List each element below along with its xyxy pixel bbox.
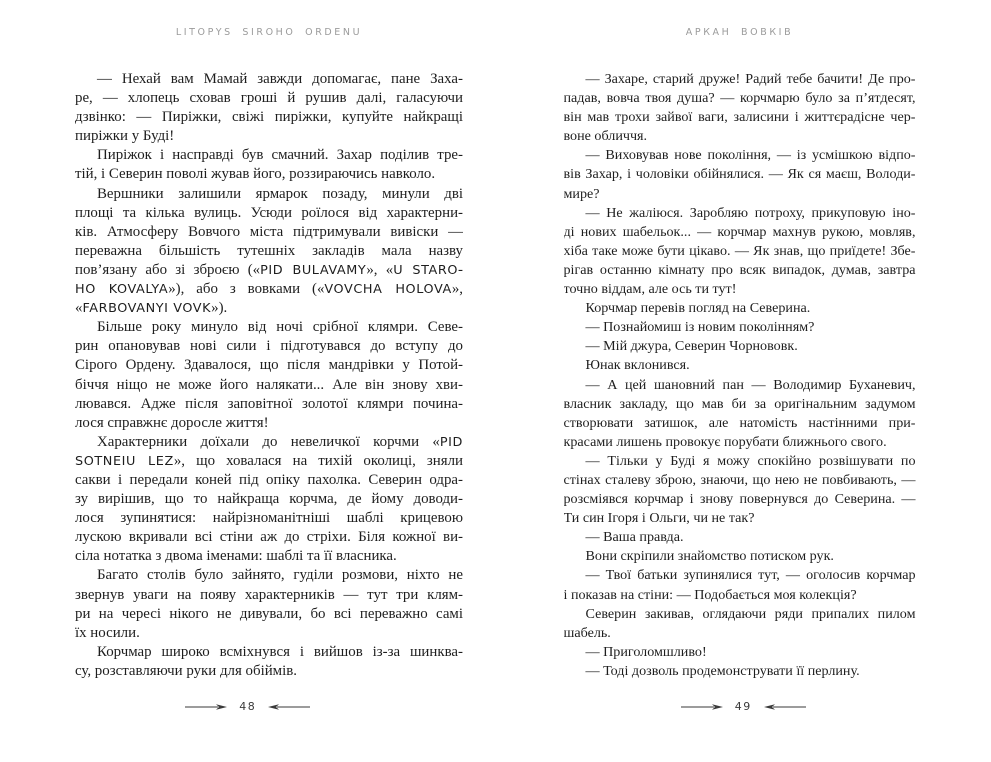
text-line: хіба таке може бути цікаво. — Як знав, що приїдете! Збе- [563, 242, 916, 259]
page-number: 48 [239, 700, 257, 713]
page-number: 49 [734, 700, 752, 713]
text-line: Вершники залишили ярмарок позаду, минули дві [97, 185, 463, 202]
stylized-latin-text: U STARO [393, 262, 459, 278]
arrow-left-ornament-icon [764, 703, 806, 711]
text-line: ри на чересі нікого не дивували, бо всі переважно самі [75, 605, 463, 622]
text-line: пиріжки у Буді! [75, 128, 175, 145]
page-footer-left [0, 700, 496, 713]
arrow-left-ornament-icon [268, 703, 310, 711]
text-line: лускою вкривали всі стіни аж до стріхи. Біля кожної ви- [75, 529, 463, 546]
text-line: — Виховував нове покоління, — із усмішкою відпо- [585, 147, 916, 164]
text-line: точно віддам, але ось ти тут! [563, 281, 737, 298]
text-line: рин опановував нові сили і підготувався до вступу до [75, 338, 463, 355]
text-line: розсміявся корчмар і знову повернувся до Северина. — [563, 491, 916, 508]
page-footer-right [496, 700, 991, 713]
text-line: — А цей шановний пан — Володимир Буханевич, [585, 376, 916, 393]
page-body-right [564, 70, 916, 681]
stylized-latin-text: PID [439, 434, 463, 450]
text-line: «FARBOVANYI VOVK»). [75, 300, 228, 317]
text-line: воне обличчя. [563, 128, 648, 145]
text-line: Пиріжок і насправді був смачний. Захар поділив тре- [97, 147, 463, 164]
text-line: створювати затишок, але натомість настінними при- [563, 414, 916, 431]
arrow-right-ornament-icon [681, 703, 723, 711]
text-line: зу вирішив, що то найкраща корчма, де йому доводи- [75, 491, 463, 508]
text-line: лося зупинятися: найрізноманітніші шаблі крицевою [75, 510, 463, 527]
text-line: вів Захар, і чоловіки обійнялися. — Як ся маєш, Володи- [563, 166, 916, 183]
running-header-right: АРКАН ВОВКІВ [685, 27, 794, 38]
text-line: пов’язану або зі зброєю («PID BULAVAMY», «U STARO- [75, 261, 463, 278]
text-line: і показав на стіни: — Подобається моя колекція? [563, 586, 857, 603]
text-line: — Ваша правда. [585, 529, 684, 546]
running-header-left: LITOPYS SIROHO ORDENU [175, 27, 363, 38]
text-line: стінах сталеву зброю, знаючи, що нею не повбивають, — [563, 471, 916, 488]
text-line: Северин закивав, оглядаючи ряди припалих пилом [585, 605, 916, 622]
text-line: ре, — хлопець сховав гроші й рушив далі, галасуючи [75, 90, 463, 107]
text-line: падав, вовча твоя душа? — корчмарю було за п’ятдесят, [563, 90, 916, 107]
text-line: рігав останню кімнату про всяк випадок, думав, завтра [563, 261, 916, 278]
text-line: лося справжнє доросле життя! [75, 414, 269, 431]
text-line: шабель. [563, 624, 611, 641]
stylized-latin-text: VOVCHA HOLOVA [324, 282, 452, 298]
text-line: Сірого Ордену. Здавалося, що після мандрівки у Потой- [75, 357, 463, 374]
text-line: — Захаре, старий друже! Радий тебе бачити! Де про- [585, 71, 916, 87]
text-line: — Не жаліюся. Заробляю потроху, прикуповую іно- [585, 204, 916, 221]
text-line: їх носили. [75, 624, 140, 641]
text-line: — Тоді дозволь продемонструвати її перлину. [585, 662, 860, 679]
text-line: лювався. Адже після заповітної золотої клямри почина- [75, 395, 463, 412]
text-line: власник закладу, що мав би за оригінальним задумом [563, 395, 916, 412]
text-line: красами лишень провокує порубати ближнього свого. [563, 433, 887, 450]
text-line: мире? [563, 185, 600, 202]
text-line: Вони скріпили знайомство потиском рук. [585, 548, 834, 565]
stylized-latin-text: SOTNEIU LEZ [75, 453, 174, 469]
text-line: — Нехай вам Мамай завжди допомагає, пане Заха- [97, 71, 463, 87]
text-line: SOTNEIU LEZ», що ховалася на тихій околиці, зняли [75, 452, 463, 469]
text-line: переважна більшість тутешніх закладів мала назву [75, 242, 463, 259]
arrow-right-ornament-icon [185, 703, 227, 711]
text-line: — Познайомиш із новим поколінням? [585, 319, 815, 336]
text-line: Юнак вклонився. [585, 357, 690, 374]
text-line: Більше року минуло від ночі срібної клямри. Севе- [97, 319, 463, 336]
text-line: ків. Атмосферу Вовчого міста підтримували вивіски — [75, 223, 463, 240]
stylized-latin-text: HO KOVALYA [75, 282, 169, 298]
text-line: су, розставляючи руки для обіймів. [75, 662, 297, 679]
text-line: ді нових шабельок... — корчмар махнув рукою, мовляв, [563, 223, 916, 240]
text-line: — Мій джура, Северин Чорнововк. [585, 338, 798, 355]
text-line: сіла нотатка з двома іменами: шаблі та її власника. [75, 548, 397, 565]
text-line: площі та кілька вулиць. Усюди роїлося від характерни- [75, 204, 463, 221]
text-line: біччя ніщо не може його налякати... Але він знову хви- [75, 376, 463, 393]
stylized-latin-text: FARBOVANYI VOVK [82, 301, 212, 317]
text-line: Багато столів було зайнято, гуділи розмови, ніхто не [97, 567, 463, 584]
text-line: він мав трохи зайвої ваги, залисини і життєрадісне чер- [563, 109, 916, 126]
text-line: Характерники доїхали до невеличкої корчми «PID [97, 433, 463, 450]
text-line: Ти син Ігоря і Ольги, чи не так? [563, 510, 755, 527]
text-line: сакви і передали коней під опіку пахолка. Северин одра- [75, 471, 463, 488]
text-line: дзвінко: — Пиріжки, свіжі пиріжки, купуйте найкращі [75, 109, 463, 126]
text-line: Корчмар широко всміхнувся і вийшов із-за шинква- [97, 643, 463, 660]
page-right [496, 0, 991, 762]
text-line: — Приголомшливо! [585, 643, 707, 660]
text-line: звернув уваги на появу характерників — тут три клям- [75, 586, 463, 603]
text-line: Корчмар перевів погляд на Северина. [585, 300, 811, 317]
text-line: HO KOVALYA»), або з вовками («VOVCHA HOLOVA», [75, 281, 463, 298]
text-line: — Твої батьки зупинялися тут, — оголосив корчмар [585, 567, 916, 584]
text-line: тій, і Северин поволі жував його, роззираючись навколо. [75, 166, 436, 183]
stylized-latin-text: PID BULAVAMY [260, 262, 367, 278]
page-body-left [75, 70, 463, 681]
text-line: — Тільки у Буді я можу спокійно розвішувати по [585, 452, 916, 469]
